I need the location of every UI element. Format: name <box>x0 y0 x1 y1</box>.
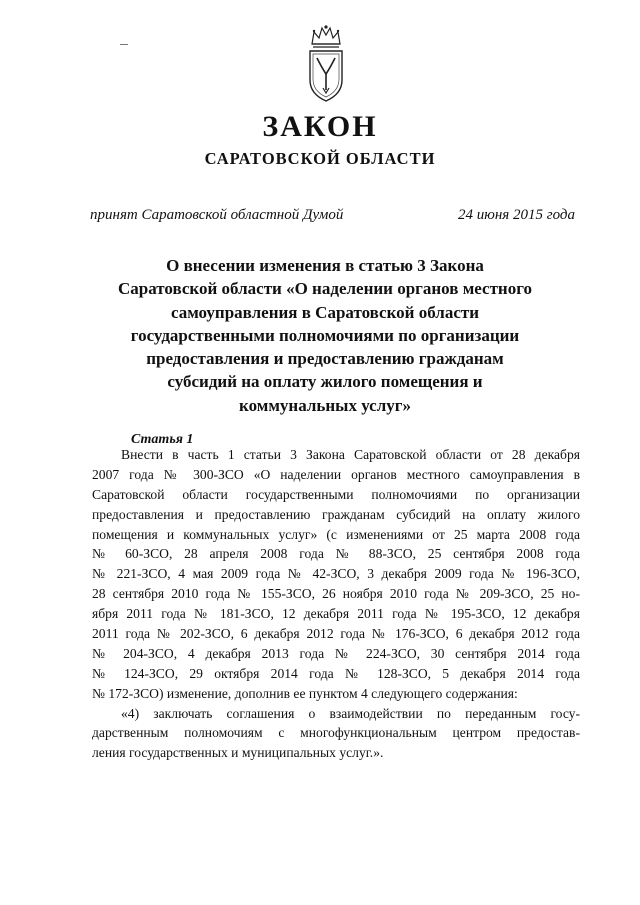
article-body <box>92 445 580 763</box>
paragraph-line: 28 сентября 2010 года № 155-ЗСО, 26 ноября 2010 года № 209-ЗСО, 25 но- <box>92 586 580 602</box>
paragraph-line: Саратовской области государственными полномочиями по организации <box>92 486 580 502</box>
paragraph-line: № 124-ЗСО, 29 октября 2014 года № 128-ЗСО, 5 декабря 2014 года <box>92 665 580 681</box>
paragraph-line: «4) заключать соглашения о взаимодействии по переданным госу- <box>121 705 580 721</box>
adopted-by-text: принят Саратовской областной Думой <box>90 207 344 223</box>
heading-line: предоставления и предоставлению гражданам <box>146 349 504 369</box>
heading-line: государственными полномочиями по организации <box>130 325 520 345</box>
law-title: ЗАКОН <box>262 110 378 143</box>
paragraph-line: № 172-ЗСО) изменение, дополнив ее пунктом 4 следующего содержания: <box>92 685 518 701</box>
heading-line: субсидий на оплату жилого помещения и <box>167 372 483 392</box>
scan-mark <box>120 44 128 45</box>
paragraph-line: № 204-ЗСО, 4 декабря 2013 года № 224-ЗСО, 30 сентября 2014 года <box>92 645 580 661</box>
law-heading <box>80 254 570 417</box>
paragraph-line: помещения и коммунальных услуг» (с изменениями от 25 марта 2008 года <box>92 526 580 542</box>
heading-line: самоуправления в Саратовской области <box>170 302 480 322</box>
paragraph-line: Внести в часть 1 статьи 3 Закона Саратовской области от 28 декабря <box>121 447 580 462</box>
heading-line: О внесении изменения в статью 3 Закона <box>166 256 484 275</box>
coat-of-arms-emblem <box>300 24 352 104</box>
law-region: САРАТОВСКОЙ ОБЛАСТИ <box>204 149 436 168</box>
adoption-date: 24 июня 2015 года <box>458 207 575 223</box>
paragraph-line: предоставления и предоставлению гражданам субсидий на оплату жилого <box>92 506 580 522</box>
paragraph-line: № 221-ЗСО, 4 мая 2009 года № 42-ЗСО, 3 декабря 2009 года № 196-ЗСО, <box>92 566 580 582</box>
paragraph-line: 2007 года № 300-ЗСО «О наделении органов местного самоуправления в <box>92 466 580 482</box>
heading-line: коммунальных услуг» <box>239 395 411 415</box>
paragraph-line: № 60-ЗСО, 28 апреля 2008 года № 88-ЗСО, 25 сентября 2008 года <box>92 546 580 562</box>
paragraph-line: 2011 года № 202-ЗСО, 6 декабря 2012 года № 176-ЗСО, 6 декабря 2012 года <box>92 626 580 642</box>
paragraph-line: ления государственных и муниципальных услуг.». <box>92 745 384 761</box>
paragraph-line: дарственным полномочиям с многофункциональным центром предостав- <box>92 725 580 741</box>
article-title: Статья 1 <box>131 432 194 447</box>
heading-line: Саратовской области «О наделении органов местного <box>117 279 533 299</box>
paragraph-line: ября 2011 года № 181-ЗСО, 12 декабря 2011 года № 195-ЗСО, 12 декабря <box>92 606 580 622</box>
